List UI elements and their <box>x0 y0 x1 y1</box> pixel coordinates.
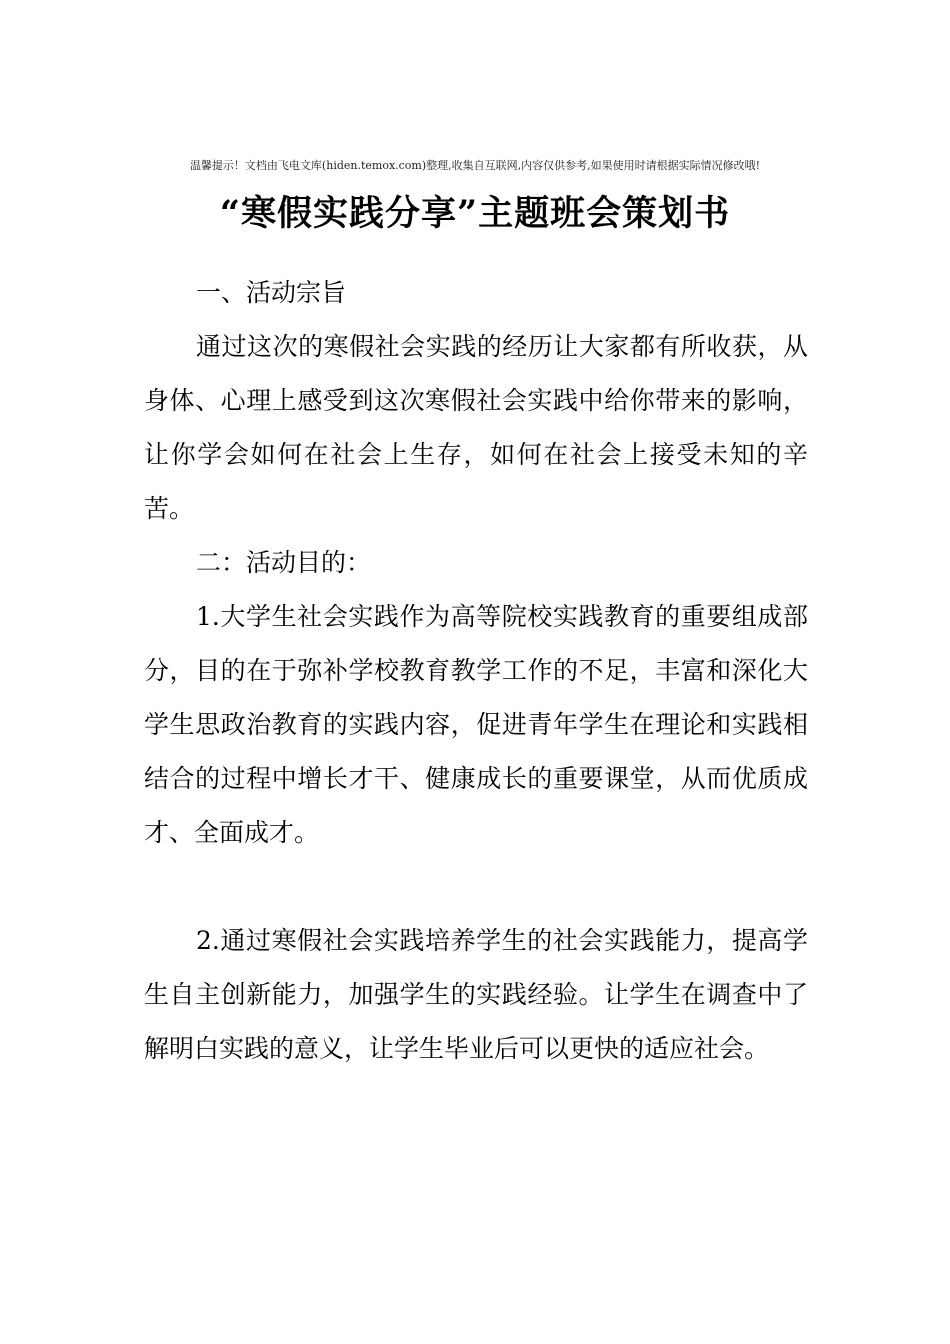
paragraph-goal-2: 2.通过寒假社会实践培养学生的社会实践能力，提高学生自主创新能力，加强学生的实践经验。让学生在调查中了解明白实践的意义，让学生毕业后可以更快的适应社会。 <box>144 926 808 1063</box>
document-body <box>144 266 808 1076</box>
section-heading-purpose: 一、活动宗旨 <box>196 278 347 307</box>
paragraph-goal-1: 1.大学生社会实践作为高等院校实践教育的重要组成部分，目的在于弥补学校教育教学工作的不足，丰富和深化大学生思政治教育的实践内容，促进青年学生在理论和实践相结合的过程中增长才干、健康成长的重要课堂，从而优质成才、全面成才。 <box>144 602 808 847</box>
document-title: “寒假实践分享”主题班会策划书 <box>219 193 731 234</box>
section-heading-goal: 二：活动目的： <box>196 548 372 577</box>
paragraph-spacer <box>144 860 808 914</box>
header-notice: 温馨提示！文档由飞电文库(hiden.temox.com)整理,收集自互联网,内容仅供参考,如果使用时请根据实际情况修改哦! <box>189 159 761 172</box>
paragraph-purpose: 通过这次的寒假社会实践的经历让大家都有所收获，从身体、心理上感受到这次寒假社会实践中给你带来的影响，让你学会如何在社会上生存，如何在社会上接受未知的辛苦。 <box>144 332 808 523</box>
